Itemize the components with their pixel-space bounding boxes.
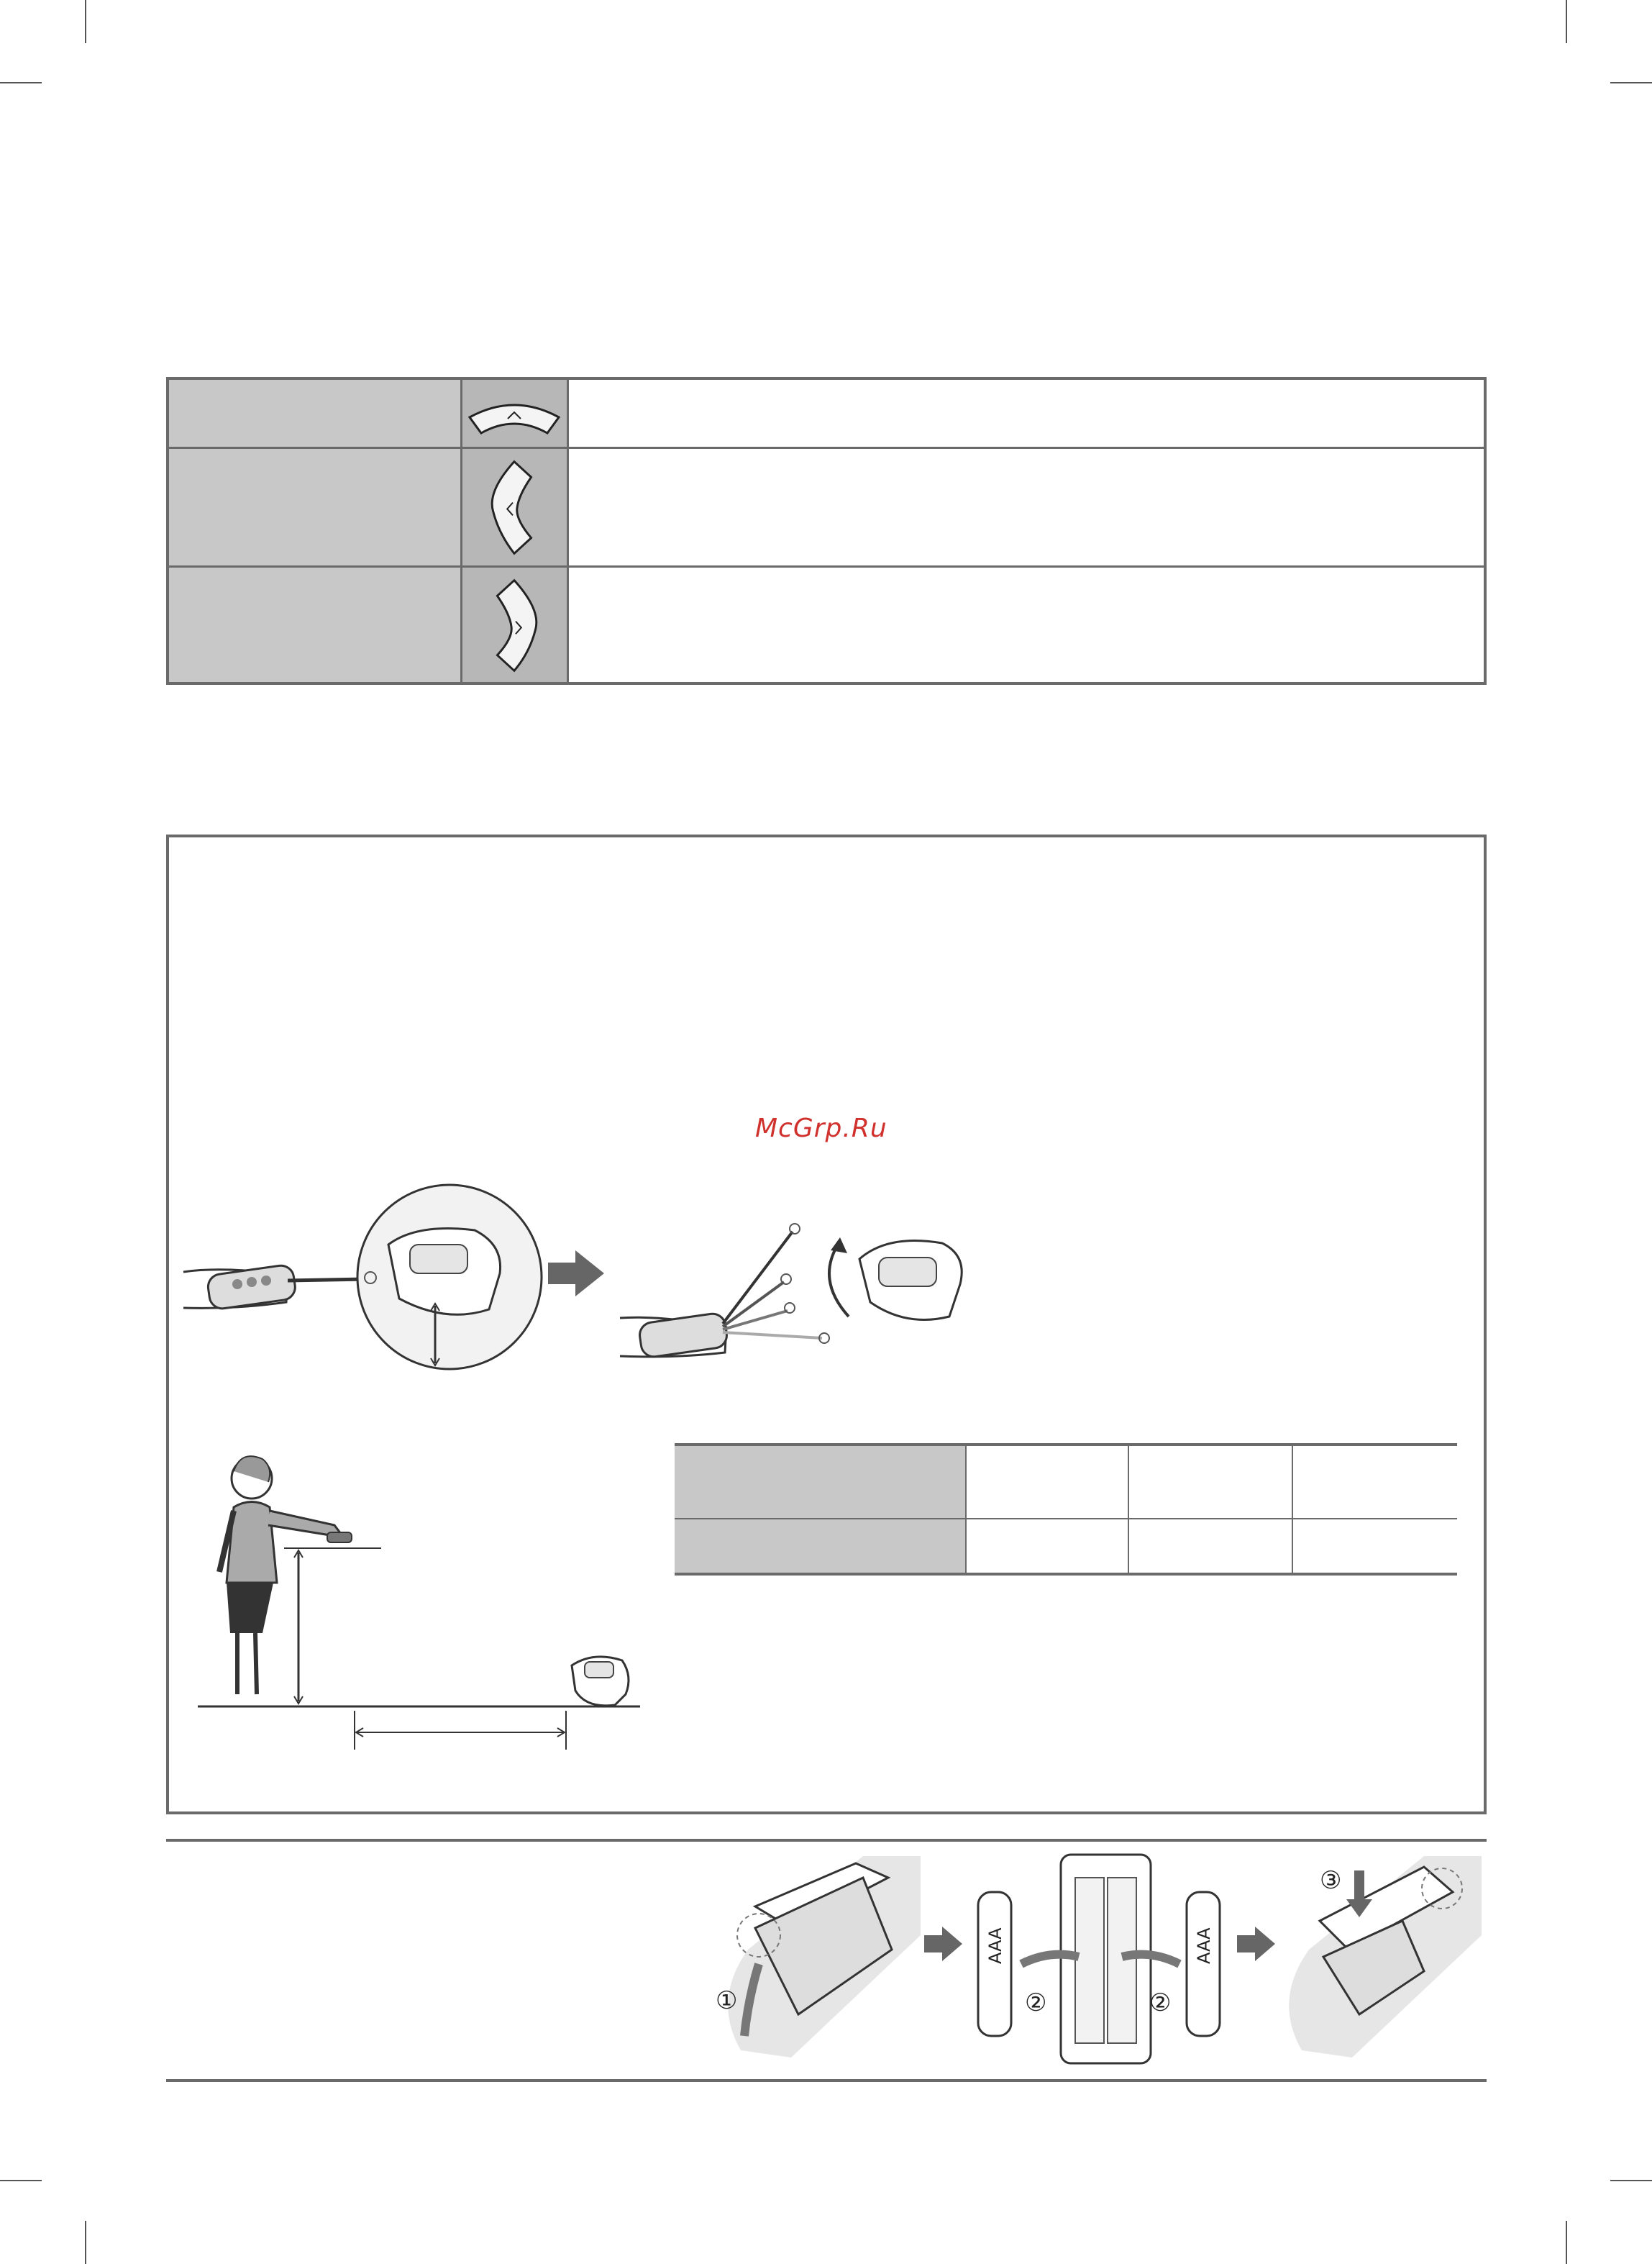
table-row — [169, 565, 1484, 682]
arrow-up-icon — [462, 380, 567, 447]
step-2-label: ② — [1149, 1988, 1172, 2017]
button-name-cell — [169, 449, 462, 565]
table-row — [169, 447, 1484, 565]
button-function-table — [166, 377, 1487, 685]
insert-batteries-step — [978, 1855, 1220, 2063]
operating-distance-table — [675, 1443, 1457, 1576]
operating-distance-illustration — [191, 1446, 651, 1755]
button-name-cell — [169, 380, 462, 447]
arrow-right-icon — [462, 568, 567, 682]
table-header-cell — [675, 1518, 965, 1574]
remote-pointing-illustration — [180, 1194, 1007, 1381]
arrow-right-icon — [1237, 1927, 1275, 1961]
button-name-cell — [169, 568, 462, 682]
crop-mark — [85, 0, 86, 43]
step-2-label: ② — [1025, 1988, 1047, 2017]
section-divider — [166, 2079, 1487, 2082]
button-description-cell — [569, 568, 1484, 682]
button-icon-cell — [462, 449, 569, 565]
crop-mark — [0, 82, 42, 83]
crop-mark — [1610, 2180, 1652, 2181]
button-icon-cell — [462, 380, 569, 447]
battery-replacement-illustration — [690, 1849, 1489, 2065]
battery-label: AAA — [985, 1927, 1005, 1964]
crop-mark — [0, 2180, 42, 2181]
watermark-text: McGrp.Ru — [755, 1114, 887, 1143]
table-row — [169, 380, 1484, 447]
arrow-left-icon — [462, 449, 567, 565]
crop-mark — [1566, 2221, 1567, 2264]
arrow-right-icon — [924, 1927, 962, 1961]
step-3-label: ③ — [1320, 1866, 1342, 1895]
crop-mark — [1566, 0, 1567, 43]
button-description-cell — [569, 380, 1484, 447]
crop-mark — [85, 2221, 86, 2264]
table-header-cell — [675, 1443, 965, 1518]
section-divider — [166, 1839, 1487, 1842]
step-1-label: ① — [716, 1986, 738, 2015]
button-description-cell — [569, 449, 1484, 565]
open-cover-step — [716, 1856, 921, 2058]
battery-label: AAA — [1194, 1927, 1214, 1964]
button-icon-cell — [462, 568, 569, 682]
crop-mark — [1610, 82, 1652, 83]
close-cover-step — [1289, 1856, 1482, 2058]
